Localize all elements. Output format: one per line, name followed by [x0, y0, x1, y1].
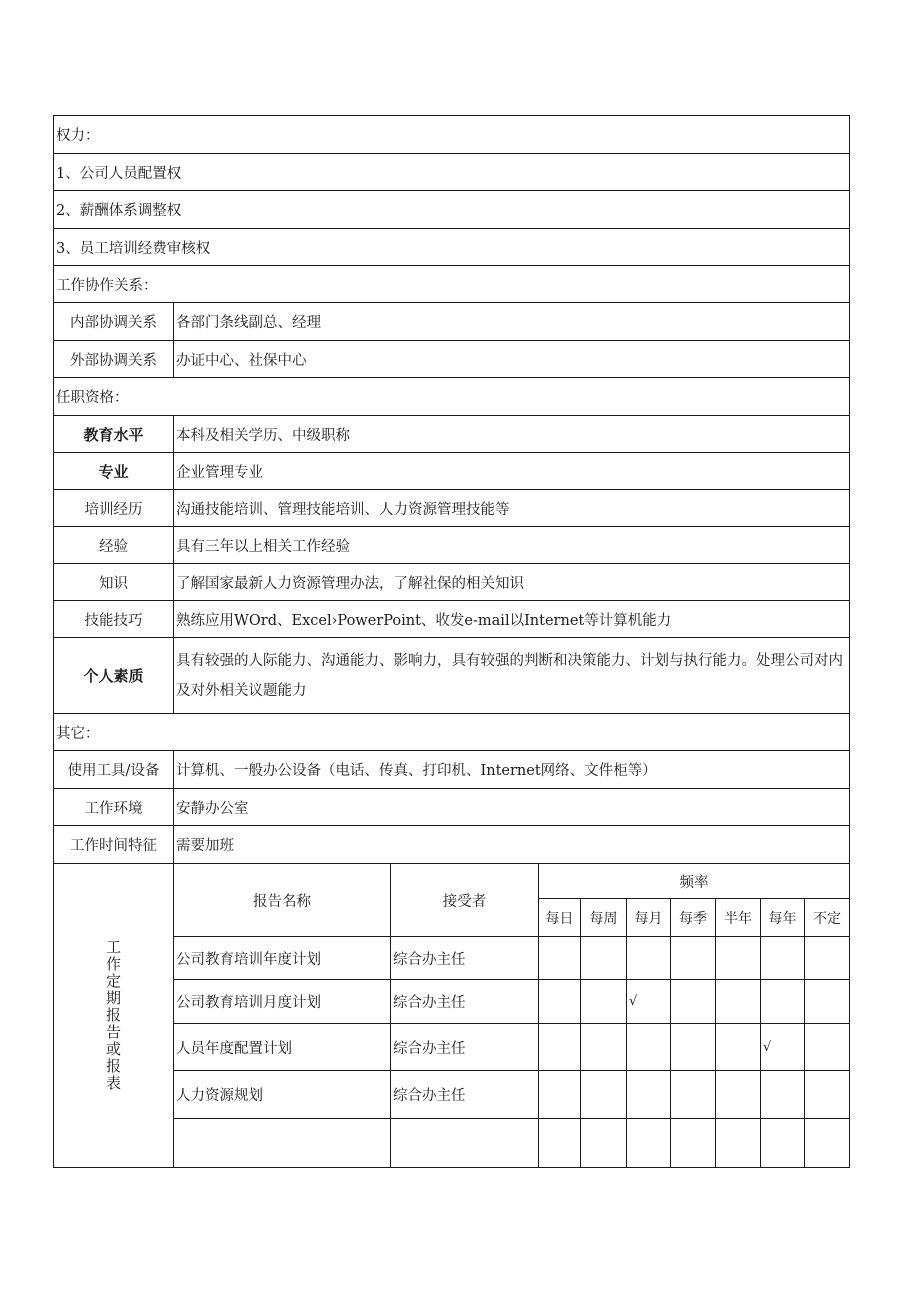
report-receiver	[391, 1119, 539, 1168]
report-mark	[627, 1119, 671, 1168]
cooperation-heading-row	[54, 266, 850, 303]
power-item: 1、公司人员配置权	[54, 154, 850, 191]
report-name: 公司教育培训年度计划	[174, 937, 391, 980]
other-label: 工作环境	[54, 789, 174, 826]
report-mark	[671, 1071, 716, 1119]
report-mark	[671, 1119, 716, 1168]
report-mark	[539, 1071, 581, 1119]
power-item: 2、薪酬体系调整权	[54, 191, 850, 229]
report-mark	[627, 1024, 671, 1071]
qualification-row	[54, 527, 850, 564]
report-mark	[671, 937, 716, 980]
qualification-row	[54, 638, 850, 714]
qualification-value: 了解国家最新人力资源管理办法，了解社保的相关知识	[174, 564, 850, 601]
report-receiver: 综合办主任	[391, 937, 539, 980]
cooperation-heading: 工作协作关系：	[54, 266, 850, 303]
report-mark	[627, 937, 671, 980]
qualification-label: 专业	[54, 453, 174, 490]
report-name: 公司教育培训月度计划	[174, 980, 391, 1024]
report-mark	[805, 1024, 850, 1071]
powers-heading-row	[54, 116, 850, 154]
report-row	[54, 1119, 850, 1168]
frequency-irregular: 不定	[805, 899, 850, 937]
report-mark	[581, 980, 627, 1024]
report-mark	[805, 937, 850, 980]
other-value: 安静办公室	[174, 789, 850, 826]
report-receiver: 综合办主任	[391, 980, 539, 1024]
qualification-value: 沟通技能培训、管理技能培训、人力资源管理技能等	[174, 490, 850, 527]
report-name: 人员年度配置计划	[174, 1024, 391, 1071]
report-mark	[627, 1071, 671, 1119]
cooperation-value: 办证中心、社保中心	[174, 341, 850, 378]
report-mark	[581, 1071, 627, 1119]
qualification-row	[54, 490, 850, 527]
qualification-value: 企业管理专业	[174, 453, 850, 490]
qualification-label: 知识	[54, 564, 174, 601]
report-row	[54, 937, 850, 980]
frequency-header: 频率	[539, 864, 850, 899]
other-row	[54, 751, 850, 789]
other-value: 需要加班	[174, 826, 850, 864]
frequency-yearly: 每年	[761, 899, 805, 937]
report-name-header: 报告名称	[174, 864, 391, 937]
power-item: 3、员工培训经费审核权	[54, 229, 850, 266]
report-mark	[761, 1119, 805, 1168]
report-mark	[671, 980, 716, 1024]
power-item-row	[54, 154, 850, 191]
qualification-value: 具有三年以上相关工作经验	[174, 527, 850, 564]
cooperation-value: 各部门条线副总、经理	[174, 303, 850, 341]
report-mark	[581, 1024, 627, 1071]
other-label: 使用工具/设备	[54, 751, 174, 789]
frequency-weekly: 每周	[581, 899, 627, 937]
qualification-row	[54, 453, 850, 490]
report-row	[54, 1024, 850, 1071]
qualification-label: 培训经历	[54, 490, 174, 527]
cooperation-label: 内部协调关系	[54, 303, 174, 341]
power-item-row	[54, 229, 850, 266]
cooperation-row	[54, 341, 850, 378]
other-label: 工作时间特征	[54, 826, 174, 864]
qualifications-heading: 任职资格：	[54, 378, 850, 416]
report-mark	[539, 1024, 581, 1071]
other-row	[54, 826, 850, 864]
frequency-quarterly: 每季	[671, 899, 716, 937]
cooperation-label: 外部协调关系	[54, 341, 174, 378]
report-mark	[716, 980, 761, 1024]
qualification-row	[54, 601, 850, 638]
report-mark	[581, 937, 627, 980]
report-mark	[716, 1071, 761, 1119]
other-heading-row	[54, 714, 850, 751]
other-value: 计算机、一般办公设备（电话、传真、打印机、Internet网络、文件柜等）	[174, 751, 850, 789]
report-mark	[581, 1119, 627, 1168]
report-mark	[761, 937, 805, 980]
report-mark	[805, 1119, 850, 1168]
frequency-monthly: 每月	[627, 899, 671, 937]
report-mark	[716, 1024, 761, 1071]
qualifications-heading-row	[54, 378, 850, 416]
qualification-label: 经验	[54, 527, 174, 564]
job-description-table	[53, 115, 850, 1168]
report-mark	[805, 1071, 850, 1119]
receiver-header: 接受者	[391, 864, 539, 937]
other-row	[54, 789, 850, 826]
report-mark	[761, 980, 805, 1024]
report-receiver: 综合办主任	[391, 1024, 539, 1071]
qualification-row	[54, 564, 850, 601]
qualification-label: 技能技巧	[54, 601, 174, 638]
report-mark	[539, 937, 581, 980]
qualification-label: 教育水平	[54, 416, 174, 453]
cooperation-row	[54, 303, 850, 341]
report-receiver: 综合办主任	[391, 1071, 539, 1119]
other-heading: 其它：	[54, 714, 850, 751]
qualification-label: 个人素质	[54, 638, 174, 714]
report-mark	[761, 1071, 805, 1119]
qualification-row	[54, 416, 850, 453]
powers-heading: 权力：	[54, 116, 850, 154]
report-mark	[539, 1119, 581, 1168]
report-mark: √	[627, 980, 671, 1024]
qualification-value: 本科及相关学历、中级职称	[174, 416, 850, 453]
report-name: 人力资源规划	[174, 1071, 391, 1119]
report-name	[174, 1119, 391, 1168]
qualification-value: 熟练应用WOrd、Excel›PowerPoint、收发e-mail以Internet等计算机能力	[174, 601, 850, 638]
report-row	[54, 980, 850, 1024]
qualification-value: 具有较强的人际能力、沟通能力、影响力，具有较强的判断和决策能力、计划与执行能力。处理公司对内及对外相关议题能力	[174, 638, 850, 714]
reports-section-label: 工作定期报告或报表	[54, 864, 174, 1168]
reports-header-row	[54, 864, 850, 899]
report-mark	[539, 980, 581, 1024]
report-mark: √	[761, 1024, 805, 1071]
report-mark	[716, 1119, 761, 1168]
power-item-row	[54, 191, 850, 229]
frequency-daily: 每日	[539, 899, 581, 937]
report-row	[54, 1071, 850, 1119]
report-mark	[805, 980, 850, 1024]
report-mark	[716, 937, 761, 980]
frequency-halfyear: 半年	[716, 899, 761, 937]
report-mark	[671, 1024, 716, 1071]
